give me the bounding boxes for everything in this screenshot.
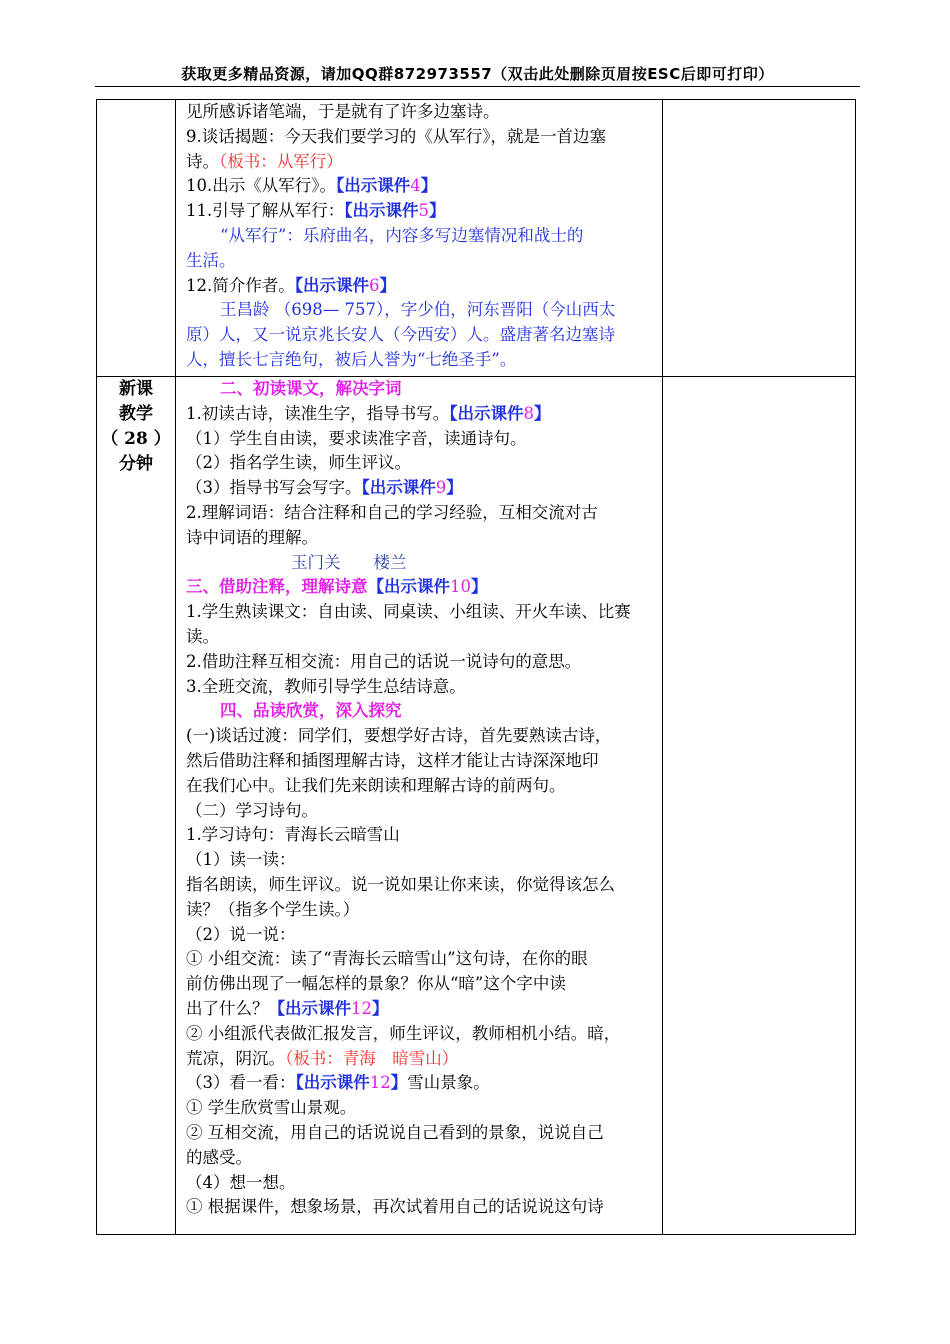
header-rule [95, 86, 860, 87]
text-line: （1）学生自由读，要求读准字音，读通诗句。 [186, 428, 527, 448]
vocab-words: 玉门关 楼兰 [291, 552, 407, 572]
text-line: 11.引导了解从军行：【出示课件5】 [186, 201, 446, 221]
section-heading: 三、借助注释，理解诗意【出示课件10】 [186, 577, 488, 597]
courseware-tag: 【出示课件 [268, 998, 351, 1018]
text-line: 诗中词语的理解。 [186, 527, 318, 547]
text-line: (一)谈话过渡：同学们，要想学好古诗，首先要熟读古诗， [186, 726, 612, 746]
text-line: 前仿佛出现了一幅怎样的景象？你从“暗”这个字中读 [186, 974, 566, 994]
courseware-tag: 【出示课件 [294, 275, 369, 295]
courseware-tag: 【出示课件 [367, 577, 450, 597]
label-cell [97, 100, 176, 377]
courseware-tag: 【出示课件 [295, 1073, 370, 1093]
label-cell [97, 377, 176, 1235]
text-line: （2）说一说： [186, 924, 296, 944]
section-heading: 四、品读欣赏，深入探究 [220, 701, 402, 721]
notes-cell [663, 100, 856, 377]
text-line: ① 学生欣赏雪山景观。 [186, 1098, 357, 1118]
text-line: ② 互相交流，用自己的话说说自己看到的景象，说说自己 [186, 1122, 604, 1142]
section-label: 新课 教学 （ 28 ） 分钟 [101, 379, 171, 474]
board-note: （板书：从军行） [219, 151, 343, 171]
text-line: 诗。（板书：从军行） [186, 151, 343, 171]
text-line: 2.借助注释互相交流：用自己的话说一说诗句的意思。 [186, 651, 582, 671]
text-line: 读？（指多个学生读。） [186, 899, 360, 919]
text-line: 的感受。 [186, 1147, 252, 1167]
text-line: 出了什么？【出示课件12】 [186, 998, 389, 1018]
courseware-tag: 【出示课件 [361, 478, 436, 498]
courseware-tag: 【出示课件 [344, 201, 419, 221]
courseware-tag: 【出示课件 [449, 403, 524, 423]
table-row [97, 100, 856, 377]
text-line: 原）人，又一说京兆长安人（今西安）人。盛唐著名边塞诗 [186, 325, 615, 345]
text-line: ① 小组交流：读了“青海长云暗雪山”这句诗，在你的眼 [186, 949, 588, 969]
text-line: 在我们心中。让我们先来朗读和理解古诗的前两句。 [186, 775, 566, 795]
text-line: （1）读一读： [186, 850, 296, 870]
content-cell [176, 377, 663, 1235]
text-line: 生活。 [186, 250, 236, 270]
content-cell [176, 100, 663, 377]
text-line: 10.出示《从军行》。【出示课件4】 [186, 176, 438, 196]
notes-cell [663, 377, 856, 1235]
text-line: 然后借助注释和插图理解古诗，这样才能让古诗深深地印 [186, 750, 599, 770]
text-line: 1.学生熟读课文：自由读、同桌读、小组读、开火车读、比赛 [186, 602, 631, 622]
section-heading: 二、初读课文，解决字词 [220, 379, 402, 398]
text-line: “从军行”：乐府曲名，内容多写边塞情况和战士的 [220, 225, 584, 245]
text-line: （二）学习诗句。 [186, 800, 318, 820]
text-line: （4）想一想。 [186, 1172, 296, 1192]
text-line: （2）指名学生读，师生评议。 [186, 453, 411, 473]
text-line: 1.学习诗句：青海长云暗雪山 [186, 825, 400, 845]
text-line: （3）看一看：【出示课件12】雪山景象。 [186, 1073, 490, 1093]
table-row [97, 377, 856, 1235]
courseware-tag: 【出示课件 [336, 176, 411, 196]
text-line: 读。 [186, 626, 219, 646]
text-line: 人，擅长七言绝句，被后人誉为“七绝圣手”。 [186, 349, 517, 369]
page-header: 获取更多精品资源，请加QQ群872973557（双击此处删除页眉按ESC后即可打印） [181, 65, 774, 83]
text-line: 指名朗读，师生评议。说一说如果让你来读，你觉得该怎么 [186, 874, 615, 894]
text-line: 见所感诉诸笔端，于是就有了许多边塞诗。 [186, 102, 500, 121]
text-line: 3.全班交流，教师引导学生总结诗意。 [186, 676, 466, 696]
text-line: 1.初读古诗，读准生字，指导书写。【出示课件8】 [186, 403, 551, 423]
lesson-plan-table [96, 99, 856, 1235]
text-line: （3）指导书写会写字。【出示课件9】 [186, 478, 463, 498]
text-line: ② 小组派代表做汇报发言，师生评议，教师相机小结。暗， [186, 1023, 621, 1043]
text-line: 荒凉，阴沉。（板书：青海 暗雪山） [186, 1048, 459, 1068]
text-line: ① 根据课件，想象场景，再次试着用自己的话说说这句诗 [186, 1197, 604, 1217]
text-line: 9.谈话揭题：今天我们要学习的《从军行》，就是一首边塞 [186, 126, 606, 146]
text-line: 12.简介作者。【出示课件6】 [186, 275, 396, 295]
text-line: 王昌龄 （698— 757），字少伯，河东晋阳（今山西太 [220, 300, 616, 320]
text-line: 2.理解词语：结合注释和自己的学习经验，互相交流对古 [186, 502, 598, 522]
board-note: （板书：青海 暗雪山） [285, 1048, 459, 1068]
